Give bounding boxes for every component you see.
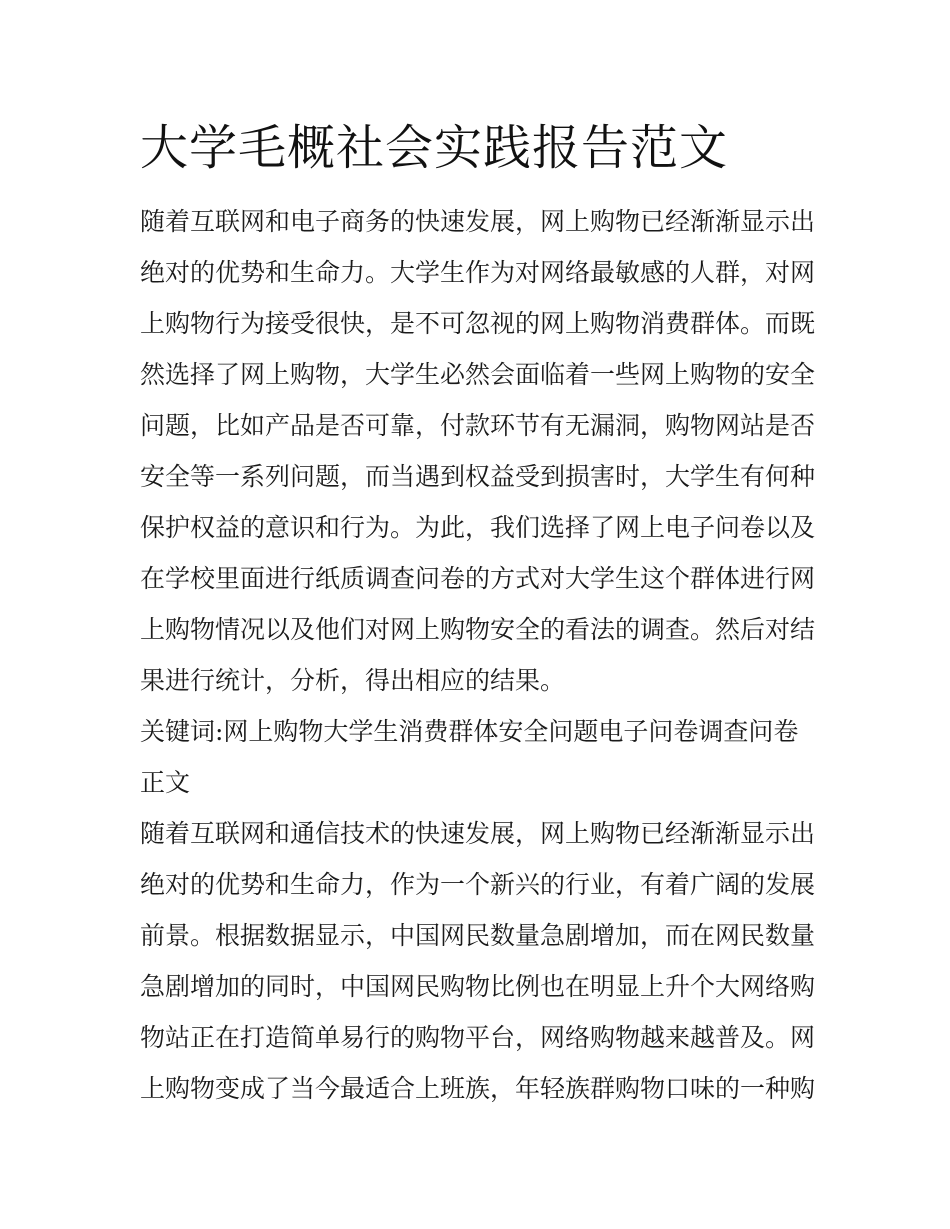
- abstract-line: 上购物情况以及他们对网上购物安全的看法的调查。然后对结: [140, 615, 816, 644]
- body-line: 上购物变成了当今最适合上班族，年轻族群购物口味的一种购: [140, 1074, 816, 1103]
- body-line: 前景。根据数据显示，中国网民数量急剧增加，而在网民数量: [140, 921, 816, 950]
- body-line: 绝对的优势和生命力，作为一个新兴的行业，有着广阔的发展: [140, 870, 816, 899]
- document-title: 大学毛概社会实践报告范文: [140, 120, 729, 176]
- abstract-line: 果进行统计，分析，得出相应的结果。: [140, 666, 566, 695]
- abstract-line: 保护权益的意识和行为。为此，我们选择了网上电子问卷以及: [140, 513, 816, 542]
- body-line: 物站正在打造简单易行的购物平台，网络购物越来越普及。网: [140, 1023, 816, 1052]
- body-line: 随着互联网和通信技术的快速发展，网上购物已经渐渐显示出: [140, 819, 816, 848]
- abstract-line: 问题，比如产品是否可靠，付款环节有无漏洞，购物网站是否: [140, 411, 816, 440]
- abstract-line: 随着互联网和电子商务的快速发展，网上购物已经渐渐显示出: [140, 207, 816, 236]
- body-line: 急剧增加的同时，中国网民购物比例也在明显上升个大网络购: [140, 972, 816, 1001]
- section-heading-body: 正文: [140, 768, 191, 797]
- abstract-line: 上购物行为接受很快，是不可忽视的网上购物消费群体。而既: [140, 309, 816, 338]
- abstract-line: 安全等一系列问题，而当遇到权益受到损害时，大学生有何种: [140, 462, 816, 491]
- keywords-line: 关键词:网上购物大学生消费群体安全问题电子问卷调查问卷: [140, 717, 799, 746]
- abstract-line: 绝对的优势和生命力。大学生作为对网络最敏感的人群，对网: [140, 258, 816, 287]
- abstract-line: 然选择了网上购物，大学生必然会面临着一些网上购物的安全: [140, 360, 816, 389]
- abstract-line: 在学校里面进行纸质调查问卷的方式对大学生这个群体进行网: [140, 564, 816, 593]
